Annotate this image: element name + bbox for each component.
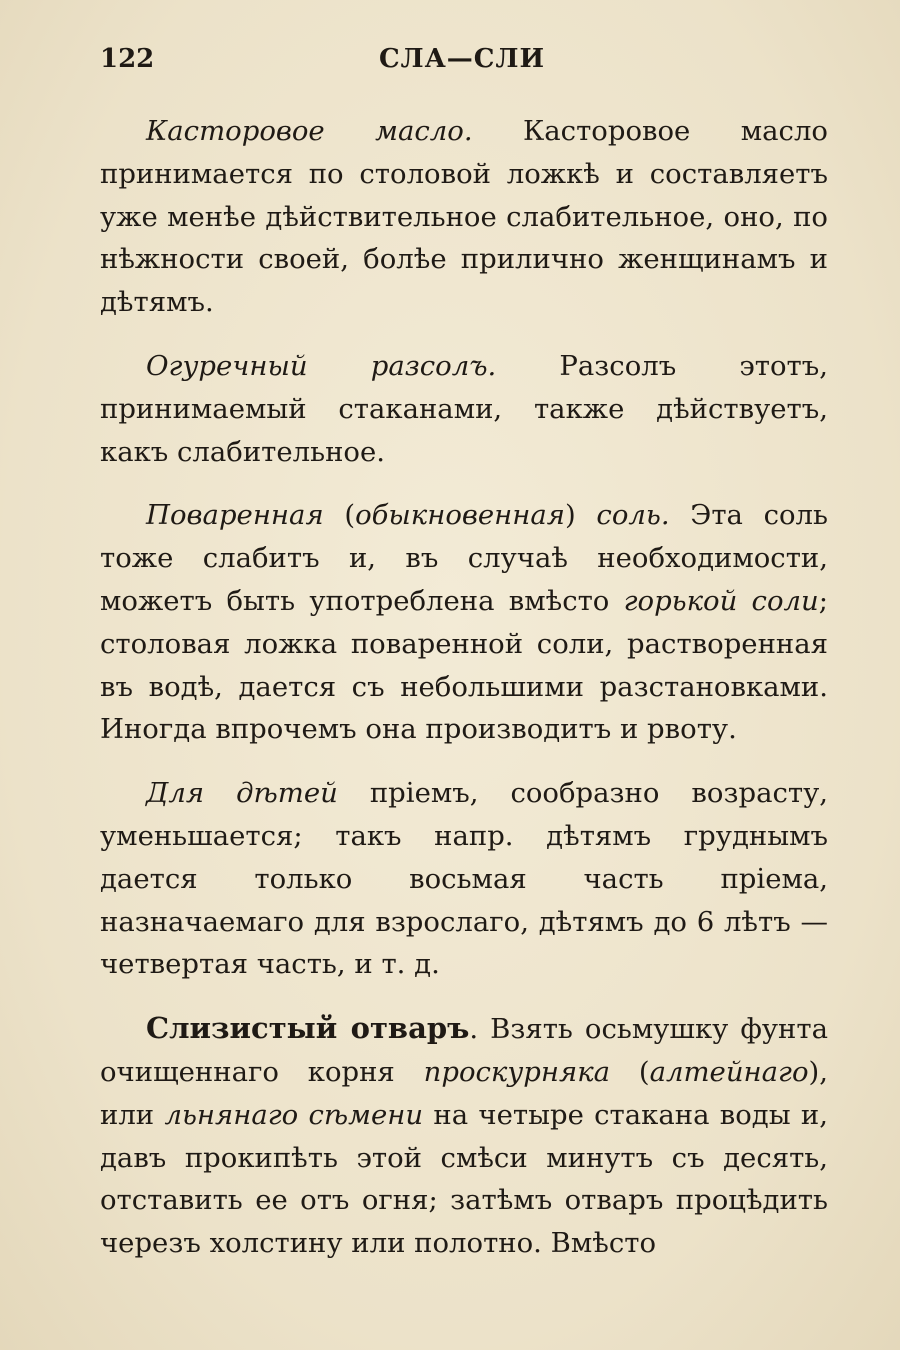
paragraph-text: ( [610,1055,650,1088]
entry-lead: Для дѣтей [146,777,338,810]
page-header [100,44,824,84]
paragraph-children-dose [100,772,828,986]
italic-term: проскурняка [423,1055,611,1088]
entry-headword: Слизистый отваръ [146,1011,470,1046]
paragraph-text: пріемъ, сообразно возрасту, уменьшается; такъ напр. дѣтямъ груднымъ дается только восьмая часть пріема, назначаемаго для взрослаго, дѣтямъ до 6 лѣтъ — четвертая часть, и т. д. [100,777,828,981]
paragraph-text: Разсолъ этотъ, принимаемый стаканами, также дѣйствуетъ, какъ слабительное. [100,349,828,468]
entry-lead: Огуречный разсолъ. [146,349,497,382]
paragraph-text: ) [565,499,597,532]
paragraph-text: ( [323,499,356,532]
paragraph-mucilage-decoction [100,1007,828,1265]
italic-term: обыкновенная [355,499,566,532]
entry-lead: Касторовое масло. [146,115,473,147]
paragraph-text: Эта соль тоже слабитъ и, въ случаѣ необходимости, можетъ быть употреблена вмѣсто [100,499,828,617]
paragraph-cucumber-brine [100,345,828,473]
paragraph-text: на четыре стакана воды и, давъ прокипѣть этой смѣси минутъ съ десять, отставить ее отъ огня; затѣмъ отваръ процѣдить черезъ холстину или полотно. Вмѣсто [100,1098,828,1260]
italic-term: алтейнаго [649,1055,809,1088]
page-body [100,110,828,1265]
italic-term: льнянаго сѣмени [164,1098,424,1131]
paragraph-text: Касторовое масло принимается по столовой ложкѣ и составляетъ уже менѣе дѣйствительное слабительное, оно, по нѣжности своей, болѣе прилично женщинамъ и дѣтямъ. [100,115,828,319]
entry-lead: Поваренная [146,499,324,532]
running-head: СЛА—СЛИ [378,44,546,74]
paragraph-table-salt [100,494,828,751]
paragraph-text: . Взять осьмушку фунта очищеннаго корня [100,1013,828,1088]
page-number: 122 [100,44,155,74]
italic-term: горькой соли [623,584,819,617]
paragraph-text: ; столовая ложка поваренной соли, растворенная въ водѣ, дается съ небольшими разстановками. Иногда впрочемъ она производитъ и рвоту. [100,584,829,746]
paragraph-text: ), или [100,1055,828,1131]
paragraph-castor-oil [100,110,828,324]
italic-term: соль. [596,499,670,532]
